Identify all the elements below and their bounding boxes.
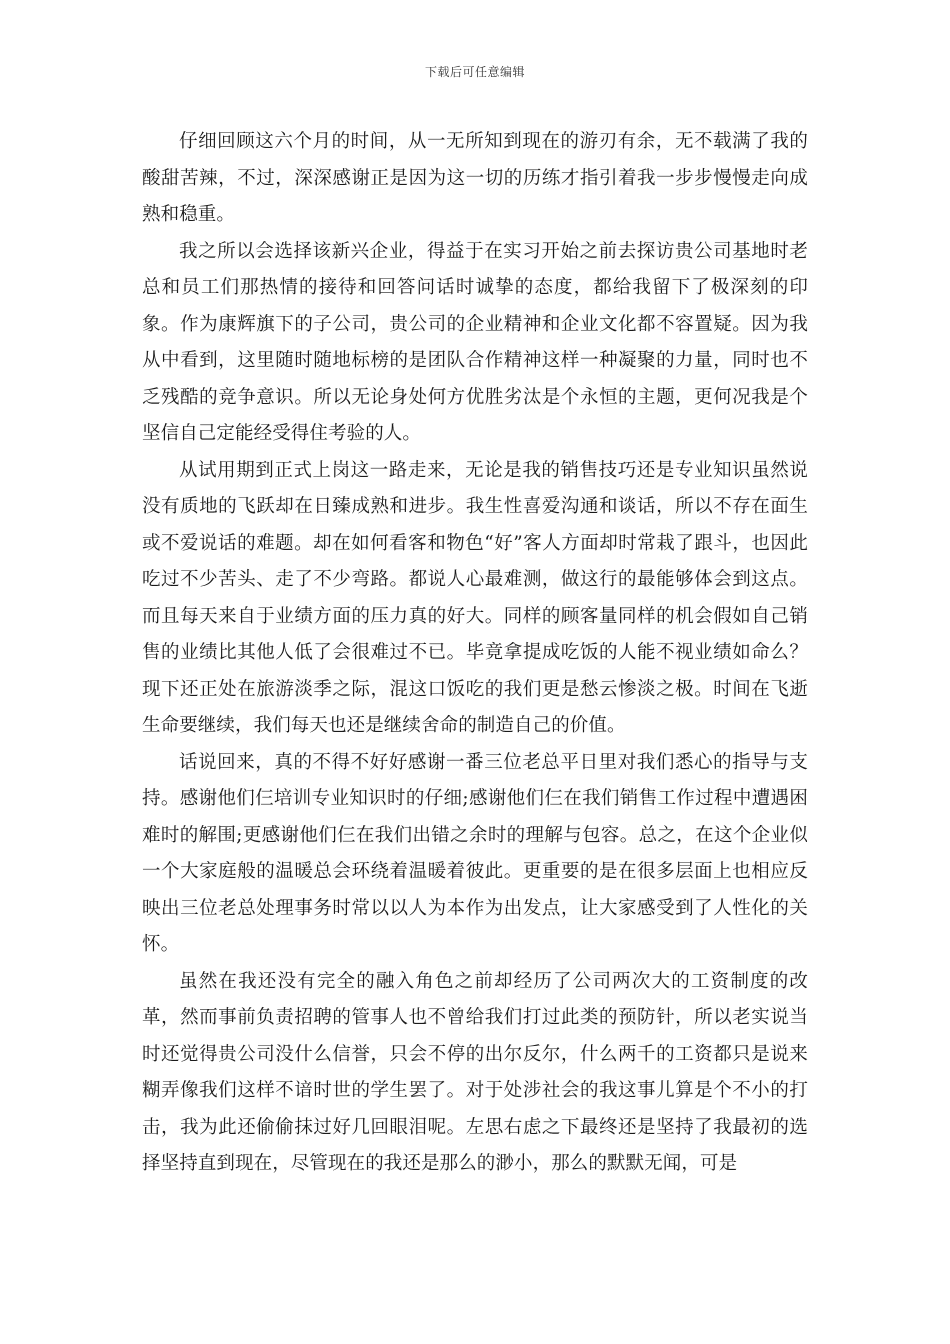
- paragraph-5: 虽然在我还没有完全的融入角色之前却经历了公司两次大的工资制度的改革，然而事前负责招聘的管事人也不曾给我们打过此类的预防针，所以老实说当时还觉得贵公司没什么信誉，只会不停的出尔反尔，什么两千的工资都只是说来糊弄像我们这样不谙时世的学生罢了。对于处涉社会的我这事儿算是个不小的打击，我为此还偷偷抹过好几回眼泪呢。左思右虑之下最终还是坚持了我最初的选择坚持直到现在，尽管现在的我还是那么的渺小，那么的默默无闻，可是: [142, 970, 808, 1174]
- document-body: [142, 124, 808, 1183]
- paragraph-1: 仔细回顾这六个月的时间，从一无所知到现在的游刃有余，无不载满了我的酸甜苦辣，不过，深深感谢正是因为这一切的历练才指引着我一步步慢慢走向成熟和稳重。: [142, 131, 808, 225]
- page-header: 下载后可任意编辑: [424, 65, 525, 79]
- paragraph-4: 话说回来，真的不得不好好感谢一番三位老总平日里对我们悉心的指导与支持。感谢他们仨培训专业知识时的仔细;感谢他们仨在我们销售工作过程中遭遇困难时的解围;更感谢他们仨在我们出错之余时的理解与包容。总之，在这个企业似一个大家庭般的温暖总会环绕着温暖着彼此。更重要的是在很多层面上也相应反映出三位老总处理事务时常以以人为本作为出发点，让大家感受到了人性化的关怀。: [142, 751, 808, 955]
- paragraph-2: 我之所以会选择该新兴企业，得益于在实习开始之前去探访贵公司基地时老总和员工们那热情的接待和回答问话时诚挚的态度，都给我留下了极深刻的印象。作为康辉旗下的子公司，贵公司的企业精神和企业文化都不容置疑。因为我从中看到，这里随时随地标榜的是团队合作精神这样一种凝聚的力量，同时也不乏残酷的竞争意识。所以无论身处何方优胜劣汰是个永恒的主题，更何况我是个坚信自己定能经受得住考验的人。: [142, 240, 808, 444]
- paragraph-3: 从试用期到正式上岗这一路走来，无论是我的销售技巧还是专业知识虽然说没有质地的飞跃却在日臻成熟和进步。我生性喜爱沟通和谈话，所以不存在面生或不爱说话的难题。却在如何看客和物色“好”客人方面却时常栽了跟斗，也因此吃过不少苦头、走了不少弯路。都说人心最难测，做这行的最能够体会到这点。而且每天来自于业绩方面的压力真的好大。同样的顾客量同样的机会假如自己销售的业绩比其他人低了会很难过不已。毕竟拿提成吃饭的人能不视业绩如命么？现下还正处在旅游淡季之际，混这口饭吃的我们更是愁云惨淡之极。时间在飞逝生命要继续，我们每天也还是继续舍命的制造自己的价值。: [142, 459, 808, 736]
